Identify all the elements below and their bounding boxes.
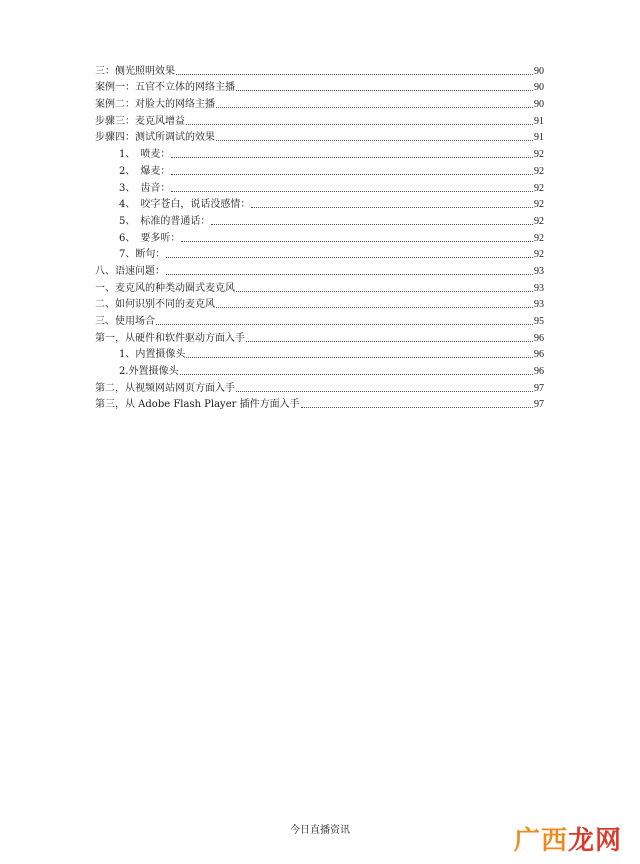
toc-entry-label: 步骤四：测试所调试的效果	[95, 132, 215, 144]
toc-entry-page-number: 97	[534, 399, 544, 411]
toc-entry-page-number: 96	[534, 332, 544, 344]
toc-entry	[95, 228, 544, 245]
toc-entry-label: 7、断句：	[119, 249, 166, 261]
toc-dot-leader	[171, 191, 533, 192]
toc-entry-page-number: 92	[534, 149, 544, 161]
toc-entry	[95, 311, 544, 328]
page-footer: 今日直播资讯	[290, 825, 350, 836]
toc-entry-page-number: 92	[534, 232, 544, 244]
toc-entry	[95, 278, 544, 295]
toc-entry	[95, 245, 544, 262]
toc-entry-label: 案例二：对脸大的网络主播	[95, 99, 215, 111]
toc-dot-leader	[211, 224, 533, 225]
toc-entry-label: 二、如何识别不同的麦克风	[95, 299, 215, 311]
toc-entry-page-number: 90	[534, 82, 544, 94]
toc-entry	[95, 94, 544, 111]
toc-dot-leader	[166, 274, 533, 275]
toc-entry-label: 3、 齿音：	[119, 182, 171, 194]
toc-entry-label: 八、语速问题：	[95, 265, 165, 277]
toc-entry-page-number: 97	[534, 382, 544, 394]
toc-entry-page-number: 96	[534, 366, 544, 378]
watermark-part-a: 广西	[513, 826, 568, 856]
toc-entry-label: 案例一：五官不立体的网络主播	[95, 82, 235, 94]
toc-entry	[95, 161, 544, 178]
toc-dot-leader	[216, 107, 533, 108]
toc-dot-leader	[236, 90, 533, 91]
toc-entry-page-number: 93	[534, 282, 544, 294]
table-of-contents	[95, 61, 544, 411]
toc-entry	[95, 378, 544, 395]
toc-entry-page-number: 96	[534, 349, 544, 361]
toc-dot-leader	[236, 291, 533, 292]
toc-entry-label: 5、 标准的普通话：	[119, 215, 211, 227]
toc-entry-page-number: 91	[534, 115, 544, 127]
toc-entry	[95, 295, 544, 312]
toc-entry-label: 第一，从硬件和软件驱动方面入手	[95, 332, 245, 344]
toc-dot-leader	[216, 140, 533, 141]
toc-entry-label: 三、使用场合	[95, 316, 155, 327]
toc-entry-label: 第二，从视频网站网页方面入手	[95, 382, 235, 394]
toc-entry-page-number: 92	[534, 165, 544, 177]
toc-entry-page-number: 92	[534, 199, 544, 211]
toc-entry	[95, 111, 544, 128]
toc-entry	[95, 128, 544, 145]
toc-entry-label: 第三，从 Adobe Flash Player 插件方面入手	[95, 399, 300, 411]
toc-dot-leader	[171, 157, 533, 158]
toc-entry-label: 4、 咬字苍白，说话没感情：	[119, 199, 251, 211]
toc-entry-label: 1、 喷麦：	[119, 149, 171, 161]
toc-entry	[95, 144, 544, 161]
toc-entry-page-number: 92	[534, 249, 544, 261]
site-watermark	[514, 826, 622, 856]
toc-dot-leader	[186, 124, 533, 125]
toc-entry	[95, 361, 544, 378]
toc-dot-leader	[171, 174, 533, 175]
toc-entry	[95, 78, 544, 95]
toc-entry	[95, 61, 544, 78]
toc-entry-page-number: 90	[534, 99, 544, 111]
toc-entry	[95, 178, 544, 195]
toc-dot-leader	[186, 357, 533, 358]
watermark-part-b: 龙网	[567, 826, 622, 856]
toc-dot-leader	[216, 307, 533, 308]
toc-entry-page-number: 92	[534, 182, 544, 194]
toc-dot-leader	[181, 241, 533, 242]
toc-dot-leader	[246, 341, 533, 342]
toc-entry-label: 三：侧光照明效果	[95, 65, 175, 77]
toc-dot-leader	[236, 391, 533, 392]
toc-entry-label: 1、内置摄像头	[119, 349, 186, 361]
toc-dot-leader	[251, 207, 533, 208]
toc-entry-label: 步骤三：麦克风增益	[95, 115, 185, 127]
toc-dot-leader	[301, 407, 533, 408]
toc-dot-leader	[166, 257, 533, 258]
toc-entry-page-number: 95	[534, 316, 544, 327]
toc-entry	[95, 211, 544, 228]
toc-entry	[95, 395, 544, 412]
toc-entry	[95, 328, 544, 345]
toc-entry-label: 2、 爆麦：	[119, 165, 171, 177]
toc-entry-page-number: 93	[534, 299, 544, 311]
toc-entry-page-number: 91	[534, 132, 544, 144]
toc-entry-label: 6、 要多听：	[119, 232, 181, 244]
toc-entry	[95, 345, 544, 362]
toc-dot-leader	[180, 374, 533, 375]
toc-entry-page-number: 93	[534, 265, 544, 277]
toc-entry	[95, 261, 544, 278]
toc-entry	[95, 195, 544, 212]
toc-entry-label: 2.外置摄像头	[119, 366, 179, 378]
toc-dot-leader	[176, 74, 533, 75]
toc-entry-page-number: 90	[534, 65, 544, 77]
toc-entry-label: 一、麦克风的种类动圈式麦克风	[95, 282, 235, 294]
toc-entry-page-number: 92	[534, 215, 544, 227]
toc-dot-leader	[156, 324, 533, 325]
